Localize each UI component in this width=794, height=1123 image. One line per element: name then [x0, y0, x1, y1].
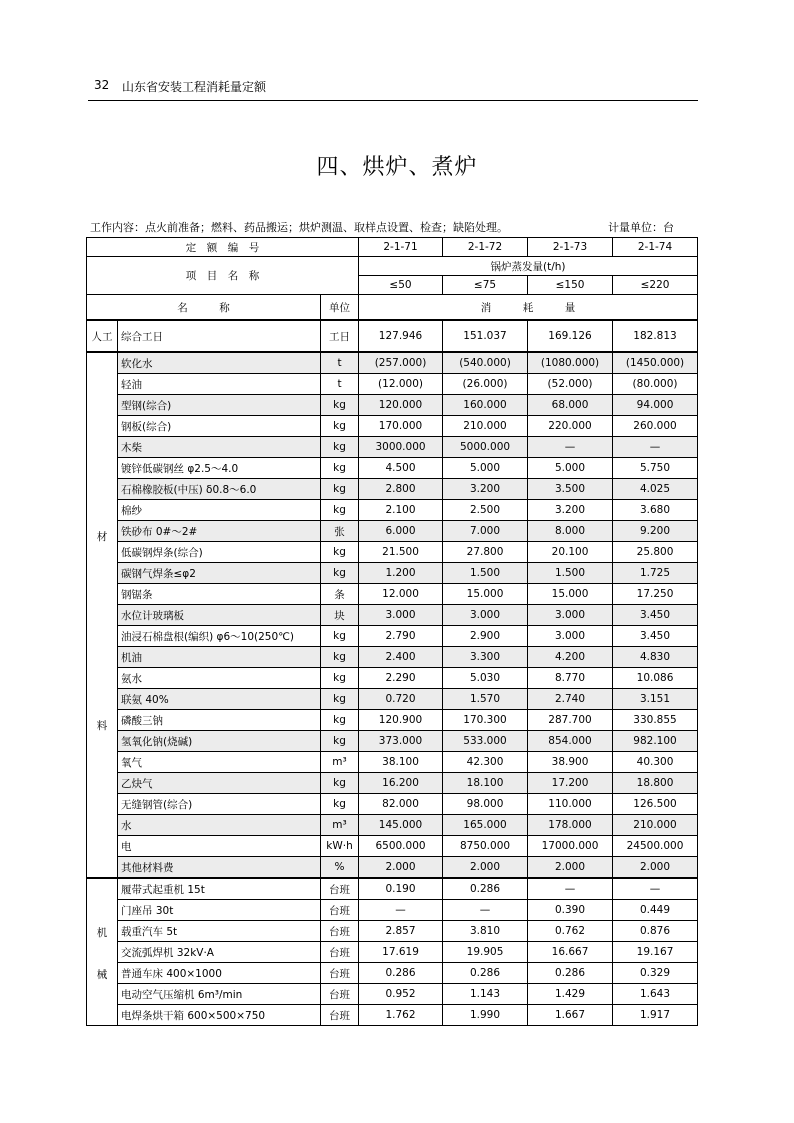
- labor-value: 169.126: [528, 320, 613, 352]
- material-value: 3.450: [613, 626, 698, 647]
- material-value: (1080.000): [528, 352, 613, 374]
- machine-value: 3.810: [443, 921, 528, 942]
- machine-value: 1.762: [359, 1005, 443, 1026]
- material-row: [87, 605, 698, 626]
- material-value: 2.000: [613, 857, 698, 879]
- material-value: 17000.000: [528, 836, 613, 857]
- material-name: 软化水: [118, 352, 321, 374]
- material-unit: kg: [321, 542, 359, 563]
- machine-value: 0.329: [613, 963, 698, 984]
- material-row: [87, 626, 698, 647]
- machine-unit: 台班: [321, 878, 359, 900]
- material-name: 氨水: [118, 668, 321, 689]
- machine-value: 0.876: [613, 921, 698, 942]
- machine-row: [87, 878, 698, 900]
- material-name: 石棉橡胶板(中压) δ0.8～6.0: [118, 479, 321, 500]
- material-value: 3.000: [528, 626, 613, 647]
- material-value: 15.000: [443, 584, 528, 605]
- machine-value: 0.286: [443, 963, 528, 984]
- material-value: 18.800: [613, 773, 698, 794]
- machine-category-char: 机: [96, 927, 108, 940]
- material-value: (540.000): [443, 352, 528, 374]
- material-category-char: 材: [96, 531, 108, 544]
- material-value: 15.000: [528, 584, 613, 605]
- consumption-column-header: 消 耗 量: [359, 295, 698, 321]
- material-unit: kg: [321, 794, 359, 815]
- material-name: 镀锌低碳钢丝 φ2.5～4.0: [118, 458, 321, 479]
- labor-category: 人工: [87, 320, 118, 352]
- material-value: 2.500: [443, 500, 528, 521]
- material-value: 2.100: [359, 500, 443, 521]
- material-name: 油浸石棉盘根(编织) φ6～10(250℃): [118, 626, 321, 647]
- machine-value: 1.643: [613, 984, 698, 1005]
- item-name-row: [87, 257, 698, 276]
- material-value: 4.200: [528, 647, 613, 668]
- material-row: [87, 500, 698, 521]
- material-value: 9.200: [613, 521, 698, 542]
- machine-value: 0.286: [528, 963, 613, 984]
- material-value: 8.770: [528, 668, 613, 689]
- machine-value: 0.286: [443, 878, 528, 900]
- work-content: 工作内容：点火前准备；燃料、药品搬运；烘炉测温、取样点设置、检查；缺陷处理。: [90, 221, 508, 234]
- material-value: 5.000: [443, 458, 528, 479]
- material-name: 无缝钢管(综合): [118, 794, 321, 815]
- material-value: 3.500: [528, 479, 613, 500]
- material-unit: %: [321, 857, 359, 879]
- material-value: 260.000: [613, 416, 698, 437]
- capacity-value: ≤75: [443, 276, 528, 295]
- material-value: 2.900: [443, 626, 528, 647]
- machine-unit: 台班: [321, 963, 359, 984]
- machine-category: [87, 878, 118, 1026]
- material-name: 乙炔气: [118, 773, 321, 794]
- material-unit: kg: [321, 416, 359, 437]
- material-row: [87, 689, 698, 710]
- material-value: 25.800: [613, 542, 698, 563]
- material-value: 3.300: [443, 647, 528, 668]
- machine-row: [87, 984, 698, 1005]
- material-name: 低碳钢焊条(综合): [118, 542, 321, 563]
- material-row: [87, 584, 698, 605]
- book-title: 山东省安装工程消耗量定额: [122, 80, 267, 94]
- machine-unit: 台班: [321, 942, 359, 963]
- material-value: 2.740: [528, 689, 613, 710]
- column-header-row: [87, 295, 698, 321]
- material-unit: kg: [321, 500, 359, 521]
- machine-row: [87, 900, 698, 921]
- material-row: [87, 857, 698, 879]
- material-value: (26.000): [443, 374, 528, 395]
- machine-value: 1.667: [528, 1005, 613, 1026]
- material-value: 4.025: [613, 479, 698, 500]
- item-name-label: 项 目 名 称: [87, 257, 359, 295]
- material-value: 170.300: [443, 710, 528, 731]
- material-value: (257.000): [359, 352, 443, 374]
- quota-code-row: [87, 238, 698, 257]
- machine-value: —: [443, 900, 528, 921]
- machine-value: 1.990: [443, 1005, 528, 1026]
- material-value: 170.000: [359, 416, 443, 437]
- material-name: 水位计玻璃板: [118, 605, 321, 626]
- material-value: —: [613, 437, 698, 458]
- material-unit: kg: [321, 626, 359, 647]
- labor-value: 127.946: [359, 320, 443, 352]
- machine-value: 19.167: [613, 942, 698, 963]
- material-row: [87, 352, 698, 374]
- labor-value: 182.813: [613, 320, 698, 352]
- material-value: 120.900: [359, 710, 443, 731]
- material-value: 2.290: [359, 668, 443, 689]
- material-value: —: [528, 437, 613, 458]
- material-value: 7.000: [443, 521, 528, 542]
- material-name: 型钢(综合): [118, 395, 321, 416]
- machine-row: [87, 921, 698, 942]
- quota-code: 2-1-71: [359, 238, 443, 257]
- material-row: [87, 668, 698, 689]
- machine-unit: 台班: [321, 900, 359, 921]
- material-value: 6.000: [359, 521, 443, 542]
- material-value: 2.790: [359, 626, 443, 647]
- material-row: [87, 794, 698, 815]
- machine-value: 2.857: [359, 921, 443, 942]
- quota-table-body: [87, 238, 698, 1026]
- material-value: 2.400: [359, 647, 443, 668]
- material-value: 126.500: [613, 794, 698, 815]
- material-row: [87, 542, 698, 563]
- material-value: 3.680: [613, 500, 698, 521]
- material-row: [87, 773, 698, 794]
- material-unit: 条: [321, 584, 359, 605]
- machine-category-char: 械: [96, 969, 108, 982]
- machine-name: 交流弧焊机 32kV·A: [118, 942, 321, 963]
- material-row: [87, 416, 698, 437]
- material-value: 94.000: [613, 395, 698, 416]
- material-row: [87, 437, 698, 458]
- material-value: 24500.000: [613, 836, 698, 857]
- machine-row: [87, 942, 698, 963]
- page-header: [88, 76, 698, 101]
- material-value: 160.000: [443, 395, 528, 416]
- material-name: 氧气: [118, 752, 321, 773]
- section-title: 四、烘炉、煮炉: [316, 155, 478, 180]
- material-unit: kg: [321, 710, 359, 731]
- material-unit: 张: [321, 521, 359, 542]
- material-name: 铁砂布 0#～2#: [118, 521, 321, 542]
- material-value: 38.900: [528, 752, 613, 773]
- material-value: 165.000: [443, 815, 528, 836]
- capacity-value: ≤50: [359, 276, 443, 295]
- material-row: [87, 374, 698, 395]
- material-value: 3000.000: [359, 437, 443, 458]
- material-value: 178.000: [528, 815, 613, 836]
- material-value: 1.725: [613, 563, 698, 584]
- labor-row: [87, 320, 698, 352]
- material-value: 854.000: [528, 731, 613, 752]
- name-column-header: 名 称: [87, 295, 321, 321]
- material-value: 21.500: [359, 542, 443, 563]
- material-unit: kg: [321, 563, 359, 584]
- material-row: [87, 647, 698, 668]
- material-value: 5.030: [443, 668, 528, 689]
- material-value: 38.100: [359, 752, 443, 773]
- machine-value: 1.429: [528, 984, 613, 1005]
- material-unit: kg: [321, 395, 359, 416]
- material-value: 210.000: [443, 416, 528, 437]
- material-value: (12.000): [359, 374, 443, 395]
- machine-value: 16.667: [528, 942, 613, 963]
- material-value: 27.800: [443, 542, 528, 563]
- material-name: 机油: [118, 647, 321, 668]
- machine-unit: 台班: [321, 1005, 359, 1026]
- material-value: 3.000: [528, 605, 613, 626]
- machine-name: 电动空气压缩机 6m³/min: [118, 984, 321, 1005]
- material-unit: kg: [321, 773, 359, 794]
- material-row: [87, 731, 698, 752]
- material-name: 水: [118, 815, 321, 836]
- quota-code: 2-1-74: [613, 238, 698, 257]
- material-unit: t: [321, 352, 359, 374]
- labor-unit: 工日: [321, 320, 359, 352]
- labor-value: 151.037: [443, 320, 528, 352]
- material-row: [87, 458, 698, 479]
- material-value: 16.200: [359, 773, 443, 794]
- material-value: 1.500: [528, 563, 613, 584]
- material-value: 210.000: [613, 815, 698, 836]
- material-value: 4.830: [613, 647, 698, 668]
- material-value: 1.500: [443, 563, 528, 584]
- material-unit: 块: [321, 605, 359, 626]
- material-value: 3.450: [613, 605, 698, 626]
- material-value: 982.100: [613, 731, 698, 752]
- material-row: [87, 395, 698, 416]
- material-value: 42.300: [443, 752, 528, 773]
- material-value: 17.200: [528, 773, 613, 794]
- material-name: 联氨 40%: [118, 689, 321, 710]
- material-name: 木柴: [118, 437, 321, 458]
- material-row: [87, 752, 698, 773]
- material-value: 0.720: [359, 689, 443, 710]
- material-value: 40.300: [613, 752, 698, 773]
- material-category: [87, 352, 118, 878]
- machine-value: 1.143: [443, 984, 528, 1005]
- machine-value: 0.286: [359, 963, 443, 984]
- material-value: 2.800: [359, 479, 443, 500]
- machine-value: 0.390: [528, 900, 613, 921]
- machine-name: 普通车床 400×1000: [118, 963, 321, 984]
- material-value: 5.000: [528, 458, 613, 479]
- material-unit: kg: [321, 689, 359, 710]
- machine-value: —: [359, 900, 443, 921]
- machine-value: —: [528, 878, 613, 900]
- material-value: 5000.000: [443, 437, 528, 458]
- material-value: 98.000: [443, 794, 528, 815]
- machine-unit: 台班: [321, 984, 359, 1005]
- material-value: 4.500: [359, 458, 443, 479]
- material-unit: m³: [321, 752, 359, 773]
- material-value: 287.700: [528, 710, 613, 731]
- machine-value: 0.952: [359, 984, 443, 1005]
- measure-unit: 计量单位：台: [608, 221, 674, 234]
- quota-table: [86, 237, 698, 1026]
- material-value: 17.250: [613, 584, 698, 605]
- material-value: 145.000: [359, 815, 443, 836]
- labor-name: 综合工日: [118, 320, 321, 352]
- material-value: 1.200: [359, 563, 443, 584]
- material-value: 2.000: [528, 857, 613, 879]
- material-value: 3.151: [613, 689, 698, 710]
- machine-row: [87, 963, 698, 984]
- machine-value: 17.619: [359, 942, 443, 963]
- page-number: 32: [94, 78, 110, 92]
- material-name: 轻油: [118, 374, 321, 395]
- machine-value: —: [613, 878, 698, 900]
- material-row: [87, 815, 698, 836]
- material-unit: kg: [321, 668, 359, 689]
- material-value: 18.100: [443, 773, 528, 794]
- material-value: 82.000: [359, 794, 443, 815]
- material-unit: m³: [321, 815, 359, 836]
- quota-code-label: 定 额 编 号: [87, 238, 359, 257]
- material-category-char: 料: [96, 720, 108, 733]
- material-name: 碳钢气焊条≤φ2: [118, 563, 321, 584]
- material-unit: kg: [321, 458, 359, 479]
- material-value: 8.000: [528, 521, 613, 542]
- material-name: 棉纱: [118, 500, 321, 521]
- machine-name: 载重汽车 5t: [118, 921, 321, 942]
- material-row: [87, 479, 698, 500]
- material-value: 3.000: [359, 605, 443, 626]
- material-value: 110.000: [528, 794, 613, 815]
- material-value: 20.100: [528, 542, 613, 563]
- material-name: 磷酸三钠: [118, 710, 321, 731]
- material-value: 3.200: [443, 479, 528, 500]
- material-row: [87, 836, 698, 857]
- material-value: 120.000: [359, 395, 443, 416]
- material-value: 12.000: [359, 584, 443, 605]
- capacity-value: ≤150: [528, 276, 613, 295]
- material-value: 3.200: [528, 500, 613, 521]
- material-unit: kg: [321, 437, 359, 458]
- machine-name: 门座吊 30t: [118, 900, 321, 921]
- material-value: 330.855: [613, 710, 698, 731]
- material-row: [87, 521, 698, 542]
- unit-column-header: 单位: [321, 295, 359, 321]
- material-value: 2.000: [443, 857, 528, 879]
- material-name: 其他材料费: [118, 857, 321, 879]
- material-unit: t: [321, 374, 359, 395]
- material-value: 1.570: [443, 689, 528, 710]
- machine-value: 0.762: [528, 921, 613, 942]
- material-value: 10.086: [613, 668, 698, 689]
- material-unit: kg: [321, 479, 359, 500]
- material-unit: kW·h: [321, 836, 359, 857]
- material-name: 电: [118, 836, 321, 857]
- machine-value: 0.449: [613, 900, 698, 921]
- material-value: 373.000: [359, 731, 443, 752]
- machine-value: 19.905: [443, 942, 528, 963]
- machine-row: [87, 1005, 698, 1026]
- material-value: 6500.000: [359, 836, 443, 857]
- material-value: 533.000: [443, 731, 528, 752]
- material-row: [87, 563, 698, 584]
- material-value: 220.000: [528, 416, 613, 437]
- material-row: [87, 710, 698, 731]
- material-value: 5.750: [613, 458, 698, 479]
- material-unit: kg: [321, 647, 359, 668]
- capacity-group-label: 锅炉蒸发量(t/h): [359, 257, 698, 276]
- material-value: (52.000): [528, 374, 613, 395]
- material-name: 氢氧化钠(烧碱): [118, 731, 321, 752]
- material-value: (1450.000): [613, 352, 698, 374]
- material-value: 8750.000: [443, 836, 528, 857]
- material-value: 2.000: [359, 857, 443, 879]
- machine-value: 1.917: [613, 1005, 698, 1026]
- material-value: 3.000: [443, 605, 528, 626]
- machine-name: 履带式起重机 15t: [118, 878, 321, 900]
- material-value: 68.000: [528, 395, 613, 416]
- machine-value: 0.190: [359, 878, 443, 900]
- machine-unit: 台班: [321, 921, 359, 942]
- quota-code: 2-1-73: [528, 238, 613, 257]
- material-unit: kg: [321, 731, 359, 752]
- capacity-value: ≤220: [613, 276, 698, 295]
- machine-name: 电焊条烘干箱 600×500×750: [118, 1005, 321, 1026]
- material-name: 钢锯条: [118, 584, 321, 605]
- material-name: 钢板(综合): [118, 416, 321, 437]
- quota-code: 2-1-72: [443, 238, 528, 257]
- material-value: (80.000): [613, 374, 698, 395]
